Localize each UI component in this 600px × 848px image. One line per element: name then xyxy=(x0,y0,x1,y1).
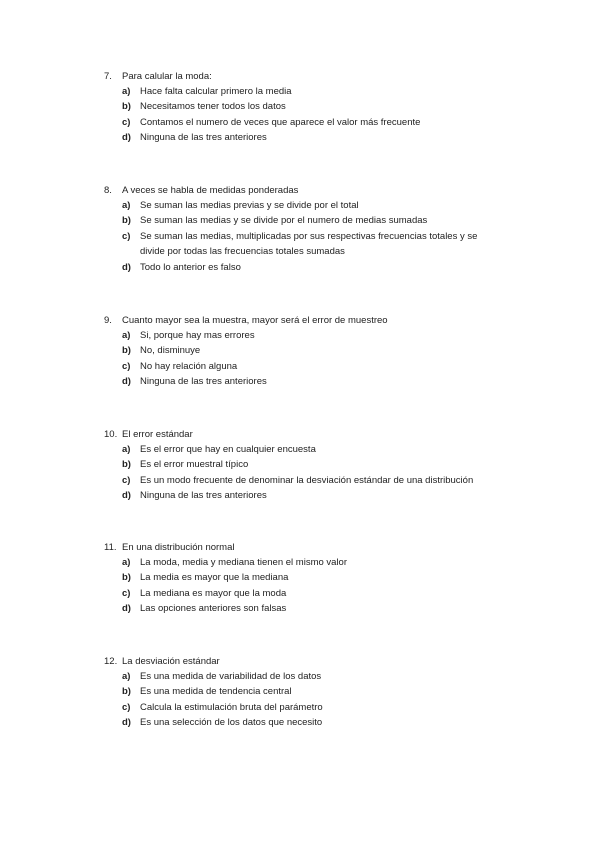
option-letter: b) xyxy=(122,686,131,698)
option-d xyxy=(122,488,504,503)
option-a xyxy=(122,198,504,213)
option-text: La mediana es mayor que la moda xyxy=(140,587,287,599)
option-letter: a) xyxy=(122,671,131,682)
option-text: La moda, media y mediana tienen el mismo valor xyxy=(140,557,347,568)
option-a xyxy=(122,669,504,684)
option-text: Ninguna de las tres anteriores xyxy=(140,376,267,388)
option-a xyxy=(122,442,504,457)
option-list xyxy=(104,555,504,617)
option-text: Es el error muestral típico xyxy=(140,459,249,471)
option-letter: b) xyxy=(122,459,131,471)
option-c xyxy=(122,700,504,715)
option-b xyxy=(122,570,504,585)
option-text: Todo lo anterior es falso xyxy=(140,261,241,273)
option-text: Se suman las medias y se divide por el numero de medias sumadas xyxy=(140,215,428,227)
option-text: Ninguna de las tres anteriores xyxy=(140,132,267,144)
option-text: Hace falta calcular primero la media xyxy=(140,86,292,97)
question-7 xyxy=(104,69,504,146)
option-c xyxy=(122,229,504,260)
question-text: Cuanto mayor sea la muestra, mayor será el error de muestreo xyxy=(122,315,388,326)
question-number: 8. xyxy=(104,185,112,196)
option-letter: b) xyxy=(122,345,131,357)
question-9 xyxy=(104,313,504,390)
option-b xyxy=(122,343,504,358)
question-text: El error estándar xyxy=(122,429,193,440)
option-text: Ninguna de las tres anteriores xyxy=(140,490,267,502)
option-b xyxy=(122,684,504,699)
option-letter: c) xyxy=(122,360,131,372)
option-d xyxy=(122,601,504,616)
option-letter: d) xyxy=(122,132,131,144)
option-letter: d) xyxy=(122,376,131,388)
question-text: En una distribución normal xyxy=(122,542,235,553)
option-a xyxy=(122,84,504,99)
option-letter: a) xyxy=(122,444,131,455)
option-letter: c) xyxy=(122,474,131,486)
option-text: Es una selección de los datos que necesito xyxy=(140,717,323,729)
option-a xyxy=(122,555,504,570)
question-text: La desviación estándar xyxy=(122,656,220,667)
question-12 xyxy=(104,654,504,731)
option-letter: a) xyxy=(122,86,131,97)
option-letter: c) xyxy=(122,587,131,599)
option-c xyxy=(122,586,504,601)
option-text: Se suman las medias previas y se divide por el total xyxy=(140,200,359,211)
option-list xyxy=(104,328,504,390)
option-letter: b) xyxy=(122,572,131,584)
option-letter: b) xyxy=(122,215,131,227)
option-text: Necesitamos tener todos los datos xyxy=(140,101,286,113)
question-number: 9. xyxy=(104,315,112,326)
question-number: 11. xyxy=(104,542,117,553)
option-text: La media es mayor que la mediana xyxy=(140,572,289,584)
question-text: Para calular la moda: xyxy=(122,71,212,82)
option-text: Es el error que hay en cualquier encuesta xyxy=(140,444,316,455)
option-c xyxy=(122,359,504,374)
question-8 xyxy=(104,183,504,275)
question-number: 7. xyxy=(104,71,112,82)
option-text: Calcula la estimulación bruta del parámetro xyxy=(140,701,323,713)
option-b xyxy=(122,457,504,472)
option-letter: c) xyxy=(122,230,131,242)
question-10 xyxy=(104,427,504,504)
option-d xyxy=(122,715,504,730)
option-b xyxy=(122,213,504,228)
option-letter: c) xyxy=(122,701,131,713)
option-list xyxy=(104,442,504,504)
option-c xyxy=(122,115,504,130)
option-d xyxy=(122,260,504,275)
option-letter: a) xyxy=(122,200,131,211)
option-text: Contamos el numero de veces que aparece el valor más frecuente xyxy=(140,116,421,128)
question-number: 12. xyxy=(104,656,118,667)
option-text: Es un modo frecuente de denominar la desviación estándar de una distribución xyxy=(140,474,474,486)
option-d xyxy=(122,374,504,389)
option-text: No hay relación alguna xyxy=(140,360,238,372)
option-text: No, disminuye xyxy=(140,345,201,357)
question-number: 10. xyxy=(104,429,118,440)
option-list xyxy=(104,84,504,146)
option-letter: d) xyxy=(122,603,131,615)
option-a xyxy=(122,328,504,343)
option-list xyxy=(104,669,504,731)
option-letter: d) xyxy=(122,490,131,502)
option-text: Si, porque hay mas errores xyxy=(140,330,255,341)
option-text: Se suman las medias, multiplicadas por sus respectivas frecuencias totales y se divide por todas las frecuencias totales sumadas xyxy=(140,230,478,258)
option-text: Es una medida de variabilidad de los datos xyxy=(140,671,322,682)
option-letter: d) xyxy=(122,261,131,273)
option-letter: c) xyxy=(122,116,131,128)
option-c xyxy=(122,473,504,488)
option-text: Es una medida de tendencia central xyxy=(140,686,292,698)
option-text: Las opciones anteriores son falsas xyxy=(140,603,287,615)
option-letter: b) xyxy=(122,101,131,113)
option-b xyxy=(122,99,504,114)
option-letter: d) xyxy=(122,717,131,729)
option-list xyxy=(104,198,504,275)
question-text: A veces se habla de medidas ponderadas xyxy=(122,185,299,196)
question-11 xyxy=(104,540,504,617)
option-d xyxy=(122,130,504,145)
option-letter: a) xyxy=(122,557,131,568)
option-letter: a) xyxy=(122,330,131,341)
